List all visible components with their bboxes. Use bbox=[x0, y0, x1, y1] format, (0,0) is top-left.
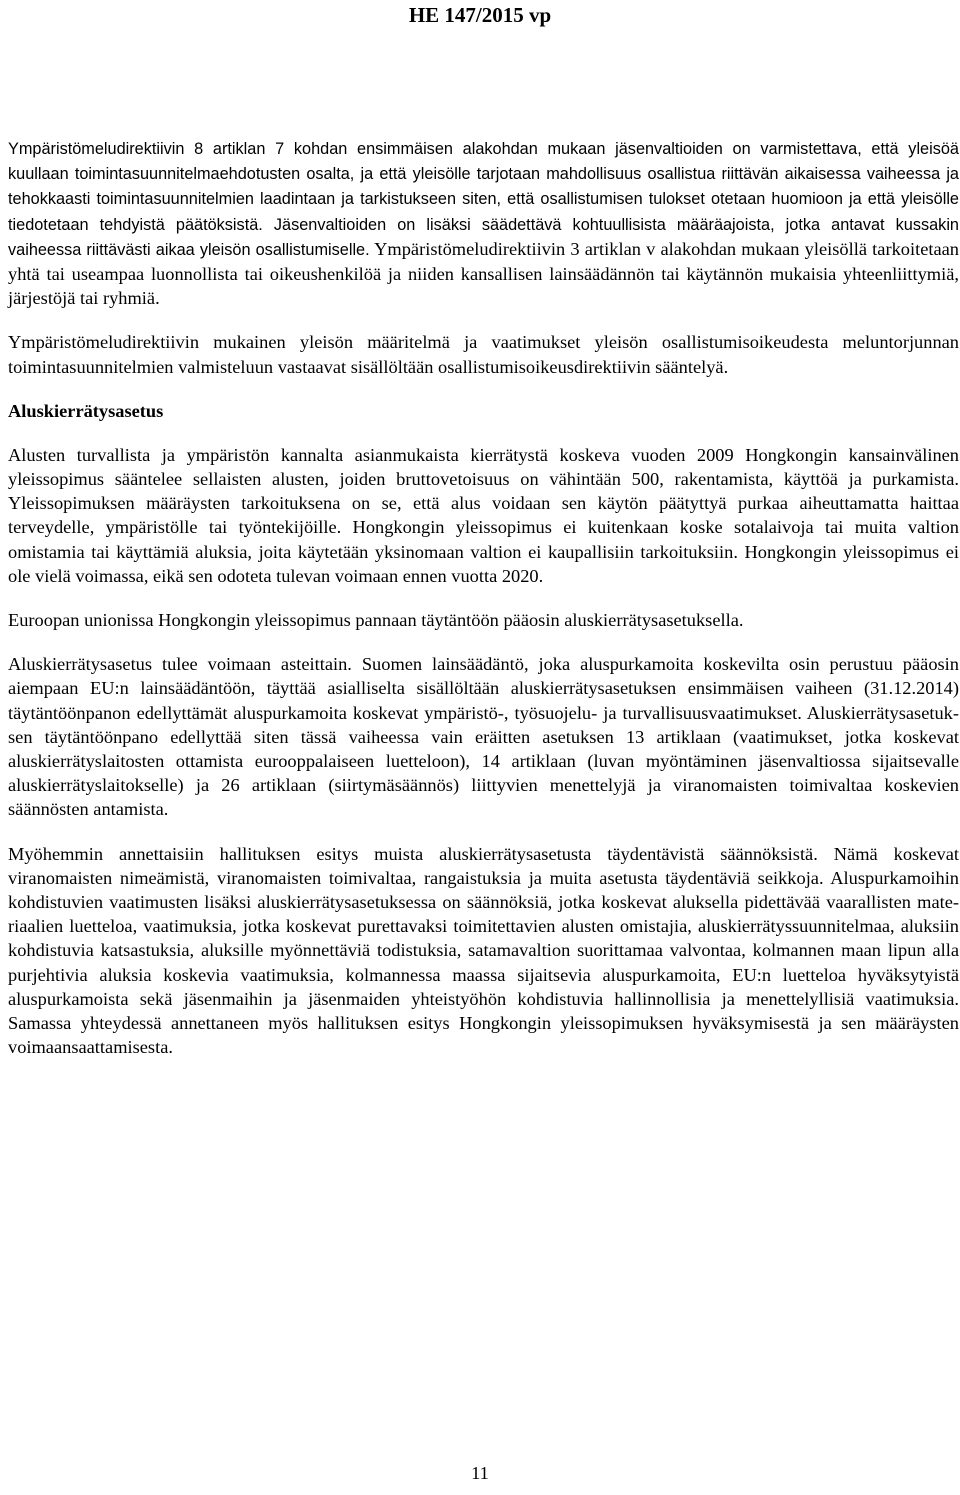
paragraph-eu-implementation: Euroopan unionissa Hongkongin yleissopimus pannaan täytäntöön pääosin aluskierrätysasetuksella. bbox=[8, 610, 744, 631]
section-heading: Aluskierrätysasetus bbox=[8, 400, 164, 421]
paragraph-text: Ympäristömeludirektiivin 8 artiklan 7 kohdan ensimmäisen alakohdan mukaan jäsenvaltioiden on varmistettava, että yleisöä kuullaan toimintasuunnitelmaehdotusten osalta, ja että yleisölle tarjotaan mahdollisuus osallistua riittävän aikaisessa vaiheessa ja tehokkaasti toimintasuunnitelmien laadintaan ja tarkistukseen siten, että osallistumisen tulokset otetaan huomioon ja että yleisölle tiedotetaan tehdyistä päätöksistä. bbox=[8, 140, 959, 234]
paragraph-future-proposal: Myöhemmin annettaisiin hallituksen esitys muista aluskierrätysasetusta täydentävistä säännöksistä. Nämä koskevat viranomaisten nimeämistä, viranomaisten toimivaltaa, rangaistuksia ja muita asetusta täydentäviä seikkoja. Aluspurkamoihin kohdistuvien vaatimusten lisäksi aluskierrätysasetuksessa on säännöksiä, jotka koskevat aluksella pidettävää vaarallisten materiaalien luetteloa, vaatimuksia, jotka koskevat purettavaksi toimitettavien alusten omistajia, aluskierrätyssuunnitelmaa, aluksiin kohdistuvia katsastuksia, aluksille myönnettäviä todistuksia, satamavaltion suorittamaa valvontaa, kolmannen maan lipun alla purjehtivia aluksia koskevia vaatimuksia, kolmannessa maassa sijaitsevia aluspurkamoita, EU:n luetteloa hyväksytyistä aluspurkamoista sekä jäsenmaihin ja jäsenmaiden yhteistyöhön kohdistuvia hallinnollisia ja menettelyllisiä vaatimuksia. Samassa yhteydessä annettaneen myös hallituksen esitys Hongkongin yleissopimuksen hyväksymisestä ja sen määräysten voimaansaattamisesta. bbox=[8, 843, 959, 1058]
paragraph-hong-kong-convention: Alusten turvallista ja ympäristön kannalta asianmukaista kierrätystä koskeva vuoden 2009 Hongkongin kansainvälinen yleissopimus sääntelee sellaisten alusten, joiden bruttovetoisuus on vähintään 500, rakentamista, käyttöä ja purkamista. Yleissopimuksen määräysten tarkoituksena on se, että alus voidaan sen käytön päätyttyä purkaa aiheuttamatta haittaa terveydelle, ympäristölle tai työntekijöille. Hongkongin yleissopimus ei kuitenkaan koske sotalaivoja tai muita valtion omistamia tai käyttämiä aluksia, joita käytetään yksinomaan valtion ei kaupallisiin tarkoituksiin. Hongkongin yleissopimus ei ole vielä voimassa, eikä sen odoteta tulevan voimaan ennen vuotta 2020. bbox=[8, 444, 959, 586]
paragraph-regulation-phases: Aluskierrätysasetus tulee voimaan asteittain. Suomen lainsäädäntö, joka aluspurkamoita koskevilta osin perustuu pääosin aiempaan EU:n lainsäädäntöön, täyttää asialliselta sisällöltään aluskierrätysasetuksen ensimmäisen vaiheen (31.12.2014) täytäntöönpanon edellyttämät aluspurkamoita koskevat ympäristö-, työsuojelu- ja turvallisuusvaatimukset. Aluskierrätysasetuksen täytäntöönpano edellyttää siten tässä vaiheessa vain eräitten asetuksen 13 artiklaan (vaatimukset, jotka koskevat aluskierrätyslaitosten ottamista eurooppalaiseen luetteloon), 14 artiklaan (luvan myöntäminen jäsenvaltiossa sijaitsevalle aluskierrätyslaitokselle) ja 26 artiklaan (siirtymäsäännös) liittyvien menettelyjä ja viranomaisten toimivaltaa koskevien säännösten antamista. bbox=[8, 654, 959, 820]
paragraph-text: Ympäristömeludirektiivin 3 artiklan v alakohdan mukaan yleisöllä tarkoitetaan yhtä tai useampaa luonnollista tai oikeushenkilöä ja niiden kansallisen lainsäädännön tai käytännön mukaisia yhteenliittymiä, järjestöjä tai ryhmiä. bbox=[8, 238, 959, 309]
document-body bbox=[8, 136, 959, 1080]
document-header: HE 147/2015 vp bbox=[408, 3, 552, 27]
paragraph-text: Jäsenvaltioiden on lisäksi säädettävä kohtuullisista määräajoista, jotka antavat kussakin vaiheessa riittävästi aikaa yleisön osallistumiselle. bbox=[8, 215, 959, 259]
page-number: 11 bbox=[471, 1463, 489, 1483]
paragraph-noise-directive-participation bbox=[8, 136, 959, 310]
paragraph-public-definition: Ympäristömeludirektiivin mukainen yleisön määritelmä ja vaatimukset yleisön osallistumisoikeudesta meluntorjunnan toimintasuunnitelmien valmisteluun vastaavat sisällöltään osallistumisoikeusdirektiivin sääntelyä. bbox=[8, 332, 959, 377]
